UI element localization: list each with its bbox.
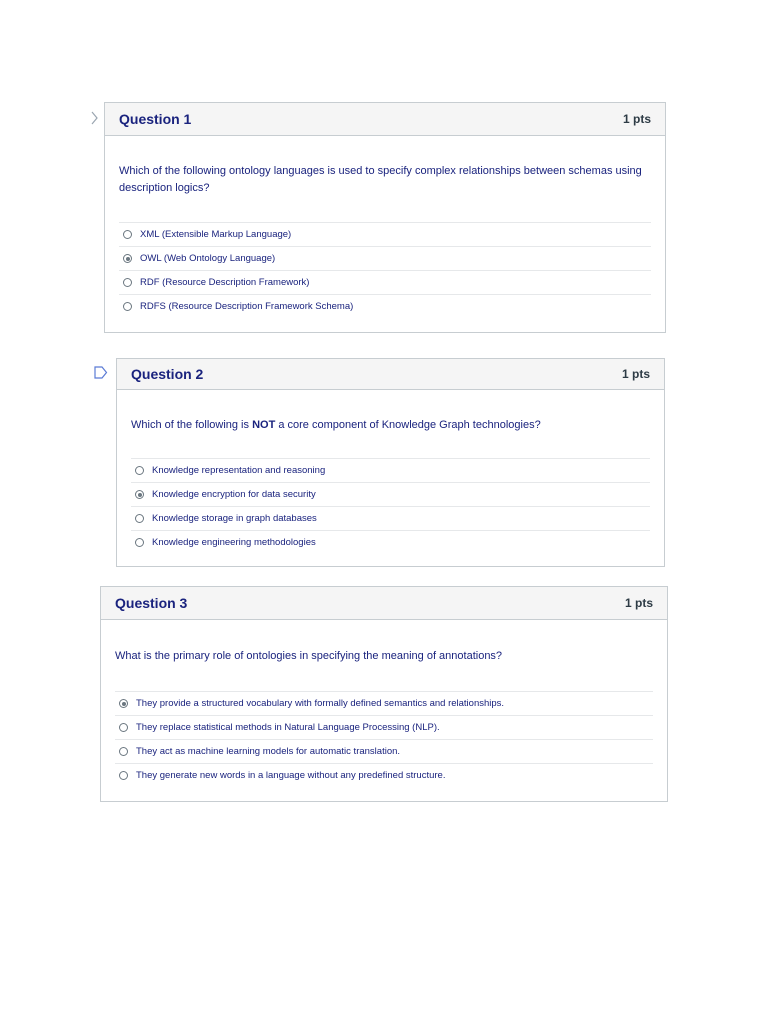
radio-button[interactable] [135,538,144,547]
answer-option[interactable] [119,246,651,270]
question-3-header [101,587,667,620]
question-2-text [131,417,646,434]
question-3-title: Question 3 [115,595,188,611]
radio-button[interactable] [123,302,132,311]
answer-option[interactable] [131,530,650,554]
answer-label: RDF (Resource Description Framework) [140,277,310,288]
question-1-points: 1 pts [622,112,651,126]
answer-option[interactable] [119,222,651,246]
question-3-answers [115,691,653,787]
answer-label: Knowledge engineering methodologies [152,537,316,548]
question-1-header [105,103,665,136]
question-3-text: What is the primary role of ontologies in specifying the meaning of annotations? [115,650,503,662]
answer-option[interactable] [115,691,653,715]
question-1-answers [119,222,651,318]
answer-label: OWL (Web Ontology Language) [140,253,276,264]
question-2-text-emphasis: NOT [252,419,276,431]
question-3-points: 1 pts [624,596,653,610]
question-1-card [104,102,666,333]
answer-option[interactable] [115,715,653,739]
flag-outline-icon[interactable] [94,366,108,379]
question-2-answers [131,458,650,554]
answer-label: They generate new words in a language without any predefined structure. [136,770,446,781]
answer-option[interactable] [115,739,653,763]
question-1-text: Which of the following ontology languages is used to specify complex relationships between schemas using description logics? [119,165,642,194]
question-2-card [116,358,665,567]
question-2-text-start: Which of the following is [131,419,253,431]
question-2-text-end: a core component of Knowledge Graph technologies? [275,419,541,431]
answer-label: They replace statistical methods in Natural Language Processing (NLP). [136,722,440,733]
radio-button[interactable] [123,230,132,239]
question-2-title: Question 2 [131,366,204,382]
answer-label: They act as machine learning models for automatic translation. [136,746,401,757]
question-1-title: Question 1 [119,111,192,127]
question-2-points: 1 pts [621,367,650,381]
answer-label: Knowledge encryption for data security [152,489,316,500]
radio-button-selected[interactable] [119,699,128,708]
radio-button-selected[interactable] [123,254,132,263]
answer-label: Knowledge representation and reasoning [152,465,326,476]
answer-label: RDFS (Resource Description Framework Schema) [140,301,354,312]
answer-option[interactable] [119,294,651,318]
radio-button[interactable] [123,278,132,287]
question-3-card [100,586,668,802]
answer-label: Knowledge storage in graph databases [152,513,317,524]
answer-option[interactable] [131,506,650,530]
radio-button[interactable] [119,723,128,732]
answer-label: They provide a structured vocabulary with formally defined semantics and relationships. [136,698,505,709]
question-2-header [117,359,664,390]
radio-button[interactable] [135,514,144,523]
radio-button[interactable] [119,747,128,756]
answer-option[interactable] [131,482,650,506]
radio-button[interactable] [135,466,144,475]
answer-label: XML (Extensible Markup Language) [140,229,292,240]
answer-option[interactable] [131,458,650,482]
answer-option[interactable] [119,270,651,294]
radio-button[interactable] [119,771,128,780]
radio-button-selected[interactable] [135,490,144,499]
answer-option[interactable] [115,763,653,787]
chevron-right-icon[interactable] [91,111,99,125]
